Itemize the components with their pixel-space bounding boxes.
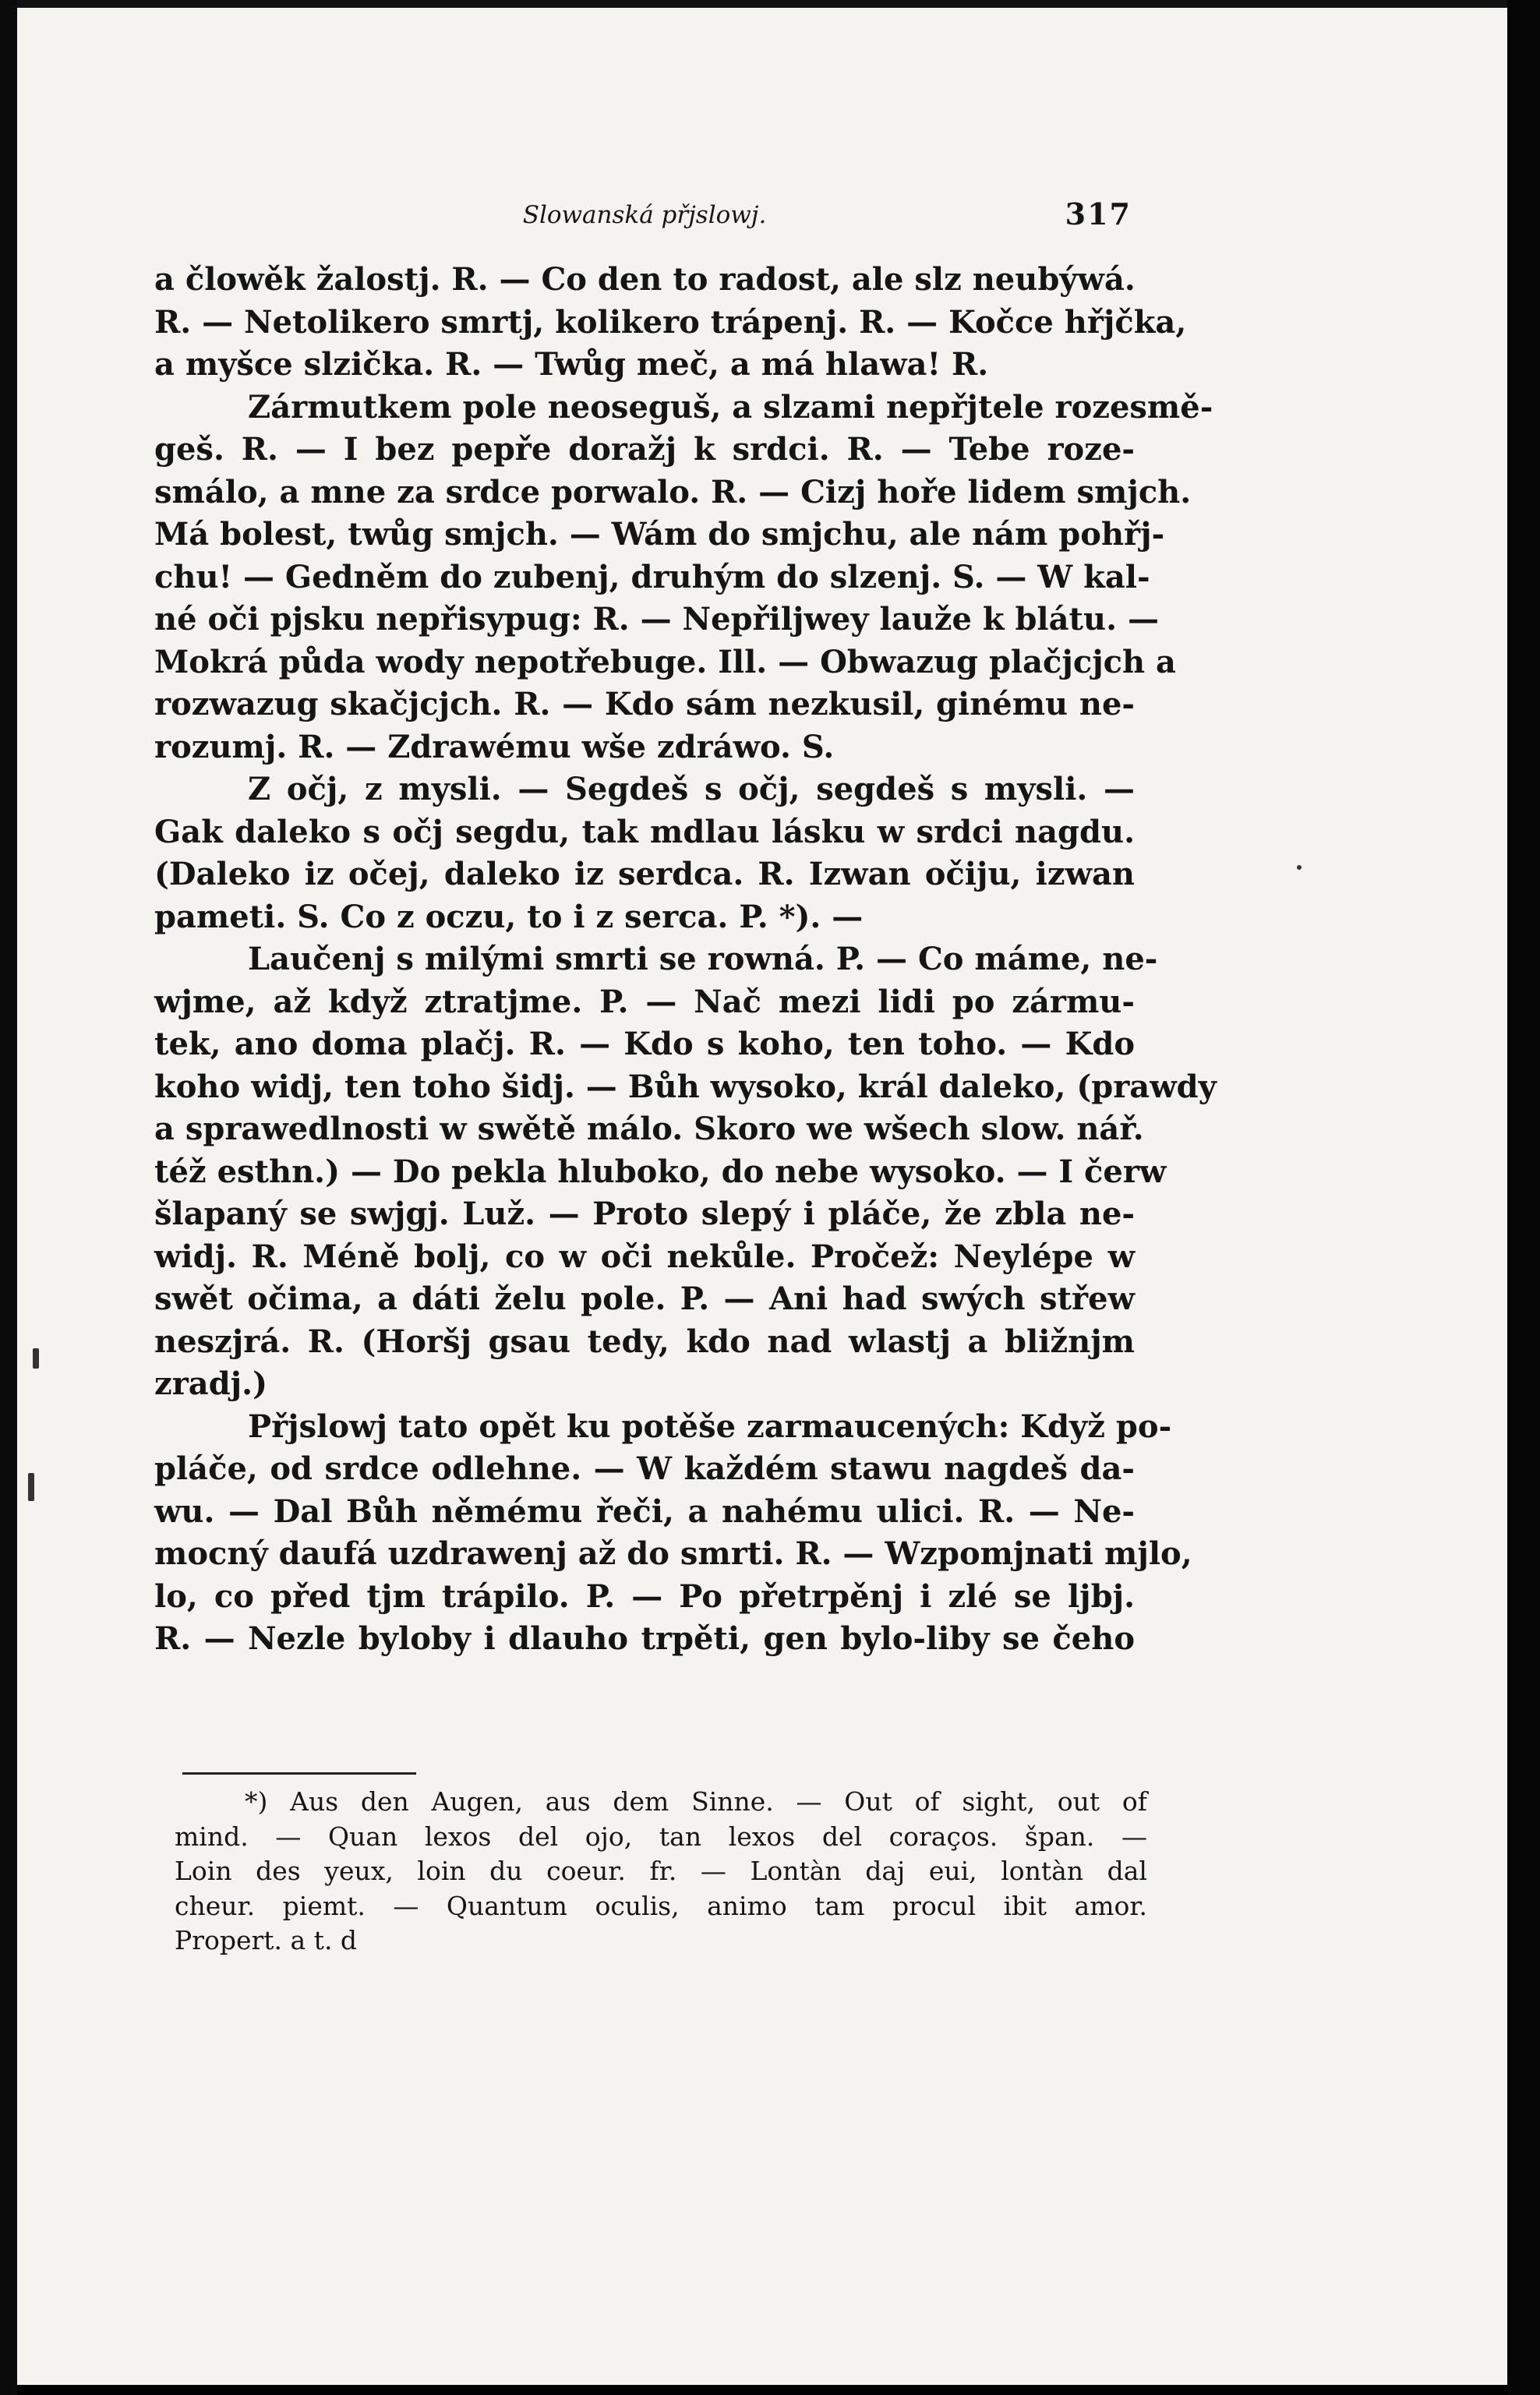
print-speck [33, 1348, 39, 1369]
text-line: pameti. S. Co z oczu, to i z serca. P. *). — [154, 898, 864, 935]
text-line: Z očj, z mysli. — Segdeš s očj, segdeš s mysli. — [248, 771, 1135, 807]
text-line: né oči pjsku nepřisypug: R. — Nepřiljwey lauže k blátu. — [154, 601, 1159, 638]
text-line: lo, co před tjm trápilo. P. — Po přetrpěnj i zlé se ljbj. [154, 1577, 1135, 1615]
text-line: rozwazug skačjcjch. R. — Kdo sám nezkusil, ginému ne- [154, 686, 1135, 722]
text-line: chu! — Gedněm do zubenj, druhým do slzenj. S. — W kal- [154, 558, 1150, 595]
footnote-line: Propert. a t. d [175, 1925, 358, 1955]
running-title: Slowanská přjslowj. [522, 201, 767, 229]
text-line: Přjslowj tato opět ku potěše zarmaucených: Když po- [248, 1408, 1172, 1445]
text-line: Má bolest, twůg smjch. — Wám do smjchu, ale nám pohřj- [154, 516, 1165, 553]
footnote-line: cheur. piemt. — Quantum oculis, animo tam procul ibit amor. [175, 1890, 1147, 1921]
text-line: Gak daleko s očj segdu, tak mdlau lásku w srdci nagdu. [154, 813, 1135, 850]
text-line: smálo, a mne za srdce porwalo. R. — Cizj hoře lidem smjch. [154, 473, 1192, 510]
text-line: wjme, až když ztratjme. P. — Nač mezi lidi po zármu- [154, 983, 1135, 1020]
page-header [157, 195, 1132, 242]
text-line: a člowěk žalostj. R. — Co den to radost, ale slz neubýwá. [154, 261, 1136, 298]
text-line: Zármutkem pole neoseguš, a slzami nepřjtele rozesmě- [248, 388, 1213, 426]
scan-border-right [1507, 0, 1540, 2395]
scan-border-top [0, 0, 1540, 8]
text-line: pláče, od srdce odlehne. — W každém stawu nagdeš da- [154, 1450, 1135, 1487]
text-line: wu. — Dal Bůh němému řeči, a nahému ulici. R. — Ne- [154, 1492, 1135, 1530]
print-speck [28, 1473, 34, 1501]
text-line: R. — Nezle byloby i dlauho trpěti, gen bylo-liby se čeho [154, 1620, 1135, 1657]
text-line: a myšce slzička. R. — Twůg meč, a má hlawa! R. [154, 346, 989, 383]
text-line: Mokrá půda wody nepotřebuge. Ill. — Obwazug plačjcjch a [154, 643, 1176, 680]
text-line: šlapaný se swjgj. Luž. — Proto slepý i pláče, že zbla ne- [154, 1196, 1135, 1232]
text-line: zradj.) [154, 1365, 267, 1402]
footnote-line: mind. — Quan lexos del ojo, tan lexos del coraços. špan. — [175, 1821, 1147, 1852]
footnote-line: *) Aus den Augen, aus dem Sinne. — Out of sight, out of [245, 1786, 1147, 1817]
footnotes [175, 1785, 1147, 1959]
text-line: též esthn.) — Do pekla hluboko, do nebe wysoko. — I čerw [154, 1153, 1167, 1190]
text-line: swět očima, a dáti želu pole. P. — Ani had swých střew [154, 1281, 1135, 1317]
print-speck [1297, 865, 1302, 870]
book-page [17, 8, 1507, 2385]
text-line: R. — Netolikero smrtj, kolikero trápenj. R. — Kočce hřjčka, [154, 303, 1187, 341]
text-line: Laučenj s milými smrti se rowná. P. — Co máme, ne- [248, 941, 1158, 977]
text-line: tek, ano doma plačj. R. — Kdo s koho, ten toho. — Kdo [154, 1026, 1135, 1062]
footnote-separator [182, 1772, 416, 1775]
text-line: widj. R. Méně bolj, co w oči nekůle. Pročež: Neylépe w [154, 1238, 1135, 1275]
text-line: (Daleko iz očej, daleko iz serdca. R. Izwan očiju, izwan [154, 856, 1135, 892]
footnote-line: Loin des yeux, loin du coeur. fr. — Lontàn daj eui, lontàn dal [175, 1856, 1147, 1886]
text-line: neszjrá. R. (Horšj gsau tedy, kdo nad wlastj a bližnjm [154, 1323, 1135, 1360]
scan-border-left [0, 0, 17, 2395]
page-number: 317 [1065, 196, 1132, 231]
text-line: mocný daufá uzdrawenj až do smrti. R. — Wzpomjnati mjlo, [154, 1535, 1192, 1572]
body-text [154, 259, 1217, 1661]
text-line: koho widj, ten toho šidj. — Bůh wysoko, král daleko, (prawdy [154, 1068, 1217, 1105]
text-line: geš. R. — I bez pepře doražj k srdci. R. — Tebe roze- [154, 431, 1135, 468]
text-line: rozumj. R. — Zdrawému wše zdráwo. S. [154, 728, 835, 765]
text-line: a sprawedlnosti w swětě málo. Skoro we wšech slow. nář. [154, 1111, 1144, 1147]
